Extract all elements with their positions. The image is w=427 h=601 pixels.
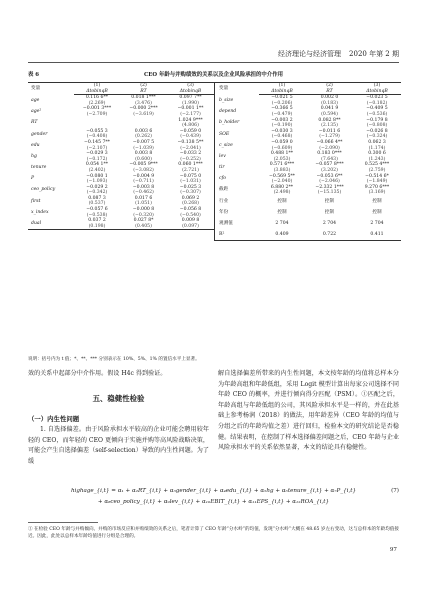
- t-value: (−0.439): [180, 134, 201, 140]
- t-value: (1.174): [368, 145, 386, 151]
- table-cell: [354, 118, 401, 129]
- table-cell: [259, 162, 306, 173]
- coefficient: −0.057 8***: [315, 162, 344, 168]
- table-cell: [259, 129, 306, 140]
- coefficient: 0.018 1***: [131, 95, 156, 101]
- body-text-left: [28, 425, 209, 467]
- t-value: (−1.279): [319, 134, 340, 140]
- table-cell: [354, 229, 401, 241]
- table-cell: [354, 162, 401, 173]
- coefficient: 控制: [277, 209, 287, 215]
- table-row: [215, 95, 401, 107]
- table-cell: [306, 229, 354, 241]
- journal-name: 经济理论与经济管理: [278, 50, 342, 58]
- table-row: [28, 218, 214, 230]
- t-value: (−15.135): [317, 190, 342, 196]
- table-cell: [259, 118, 306, 129]
- t-value: (−2.709): [86, 111, 108, 117]
- regression-table-left: [28, 82, 214, 230]
- coefficient: 0.571 6***: [269, 162, 295, 168]
- coefficient: −0.569 5**: [269, 173, 295, 179]
- row-variable: 观测值: [215, 218, 259, 229]
- t-value: (4.806): [182, 123, 199, 129]
- t-value: (0.183): [321, 100, 338, 106]
- row-variable: lev: [215, 151, 259, 162]
- t-value: (2.402): [88, 167, 106, 173]
- subsection-title: （一）内生性问题: [28, 415, 80, 423]
- footnote: ① 在检验 CEO 年龄与并购倾向、并购的市场反应和并购绩效的关系之后，笔者计算了 CEO 年龄“分水岭”的均值，发现“分水岭”大概在 48.65 岁左右变动，这与总样本的年龄均值接近。因此，此处以总样本年龄均值进行分组是合理的。: [28, 527, 400, 539]
- t-value: (3.202): [321, 167, 338, 173]
- body-text-right: [218, 369, 399, 454]
- row-variable: b_holder: [215, 118, 259, 129]
- coefficient: 0.411: [370, 231, 384, 237]
- t-value: (−2.046): [319, 179, 340, 185]
- t-value: (−0.479): [271, 111, 293, 117]
- table-cell: [259, 151, 306, 162]
- table-cell: [259, 207, 306, 218]
- table-cell: [306, 106, 354, 117]
- col-label: ΔtobinqB: [74, 89, 120, 95]
- coefficient: −0.001 1**: [177, 106, 204, 112]
- t-value: (0.268): [182, 201, 199, 207]
- table-cell: [74, 174, 120, 185]
- coefficient: 1.024 9***: [178, 117, 203, 123]
- col-number: (2): [306, 83, 354, 89]
- t-value: (2.053): [273, 156, 291, 162]
- t-value: (−0.538): [86, 212, 108, 218]
- table-cell: [167, 196, 214, 207]
- coefficient: 0.041 9: [320, 106, 339, 112]
- table-row: [28, 140, 214, 151]
- col-label: RT: [306, 89, 354, 95]
- table-cell: [354, 185, 401, 196]
- table-cell: [306, 151, 354, 162]
- table-cell: [354, 218, 401, 229]
- coefficient: −0.007 5: [132, 139, 155, 145]
- table-cell: [167, 129, 214, 140]
- table-row: [28, 151, 214, 162]
- coefficient: 0.060 1***: [178, 162, 203, 168]
- table-cell: [306, 129, 354, 140]
- row-variable: 截距: [215, 185, 259, 196]
- t-value: (−0.462): [133, 190, 154, 196]
- coefficient: −0.000 8: [132, 207, 155, 213]
- table-cell: [74, 106, 120, 117]
- coefficient: 0.097 7**: [179, 95, 202, 101]
- t-value: (1.051): [135, 201, 152, 207]
- t-value: (−1.849): [366, 179, 388, 185]
- table-cell: [120, 140, 167, 151]
- table-row: [28, 118, 214, 129]
- t-value: (3.883): [273, 167, 291, 173]
- coefficient: −0.066 4**: [316, 139, 343, 145]
- equation-number: (7): [391, 488, 399, 494]
- coefficient: 0.082 8**: [318, 117, 341, 123]
- table-cell: [306, 196, 354, 207]
- table-cell: [74, 196, 120, 207]
- table-cell: [167, 185, 214, 196]
- table-row: [28, 174, 214, 185]
- table-cell: [354, 174, 401, 185]
- t-value: (−0.609): [271, 145, 293, 151]
- row-variable: ceo_policy: [31, 187, 56, 193]
- coefficient: 0.722: [322, 231, 337, 237]
- t-value: (−0.307): [180, 190, 201, 196]
- coefficient: 0.300 6: [368, 151, 386, 157]
- coefficient: 0.003 6: [134, 128, 153, 134]
- coefficient: 0.009 8: [181, 218, 200, 224]
- table-cell: [259, 229, 306, 241]
- coefficient: −0.366 5: [271, 106, 293, 112]
- table-cell: [354, 196, 401, 207]
- table-cell: [259, 185, 306, 196]
- t-value: (−0.808): [366, 123, 388, 129]
- row-variable: first: [31, 198, 41, 204]
- coefficient: −0.000 2***: [129, 106, 158, 112]
- coefficient: 控制: [277, 198, 287, 204]
- coefficient: 0.062 3: [368, 139, 386, 145]
- row-variable: age²: [31, 109, 42, 115]
- coefficient: −0.025 3: [179, 184, 202, 190]
- table-note: 说明：括号内为 t 值；*、**、*** 分别表示在 10%、5%、1% 的置信水平上显著。: [28, 357, 200, 362]
- t-value: (1.243): [368, 156, 386, 162]
- coefficient: 控制: [372, 198, 382, 204]
- table-number: 表 6: [28, 72, 40, 78]
- t-value: (0.594): [321, 111, 338, 117]
- table-row: [215, 229, 401, 241]
- coefficient: −0.059 0: [179, 128, 202, 134]
- t-value: (−2.177): [180, 111, 201, 117]
- coefficient: 0.003 8: [134, 151, 153, 157]
- row-variable: 年份: [215, 207, 259, 218]
- issue-label: 2020 年第 2 期: [349, 50, 399, 58]
- t-value: (−0.252): [180, 156, 201, 162]
- table-cell: [120, 174, 167, 185]
- coefficient: 0.002 0: [320, 95, 339, 101]
- coefficient: −0.030 3: [271, 128, 293, 134]
- coefficient: −0.003 8: [132, 184, 155, 190]
- table-cell: [259, 174, 306, 185]
- table-cell: [259, 218, 306, 229]
- table-row: [215, 106, 401, 117]
- table-cell: [167, 95, 214, 107]
- footnote-divider: [28, 522, 98, 523]
- table-var-header: 变量: [215, 83, 259, 95]
- table-cell: [167, 106, 214, 117]
- coefficient: 9.270 6***: [364, 184, 390, 190]
- coefficient: −0.003 2: [271, 117, 293, 123]
- coefficient: −0.056 8: [179, 207, 202, 213]
- regression-table-right: [214, 82, 401, 241]
- t-value: (−0.408): [86, 134, 108, 140]
- table-row: [215, 129, 401, 140]
- coefficient: −0.021 5: [271, 95, 293, 101]
- coefficient: −0.409 5: [366, 106, 388, 112]
- table-row: [215, 207, 401, 218]
- table-cell: [74, 151, 120, 162]
- coefficient: 0.017 6: [134, 195, 153, 201]
- coefficient: 0.027 8*: [133, 218, 154, 224]
- coefficient: 0.116 6**: [85, 95, 109, 101]
- t-value: (2.269): [88, 100, 106, 106]
- table-row: [215, 118, 401, 129]
- table-cell: [167, 174, 214, 185]
- coefficient: 0.054 1**: [85, 162, 109, 168]
- table-row: [28, 129, 214, 140]
- row-variable: age: [31, 97, 40, 103]
- table-cell: [354, 140, 401, 151]
- col-number: (3): [354, 83, 401, 89]
- page-number: 97: [389, 547, 397, 553]
- table-cell: [120, 106, 167, 117]
- coefficient: −2.332 1***: [315, 184, 344, 190]
- table-cell: [120, 185, 167, 196]
- t-value: (−3.082): [133, 167, 154, 173]
- coefficient: 0.037 2: [88, 218, 106, 224]
- row-variable: c_size: [215, 140, 259, 151]
- coefficient: −0.059 0: [271, 139, 293, 145]
- table-row: [215, 196, 401, 207]
- t-value: (−0.320): [133, 212, 154, 218]
- table-cell: [306, 218, 354, 229]
- row-variable: cfo: [215, 174, 259, 185]
- table-cell: [259, 140, 306, 151]
- table-cell: [74, 140, 120, 151]
- table-row: [215, 174, 401, 185]
- row-variable: gender: [31, 131, 48, 137]
- table-cell: [74, 207, 120, 218]
- coefficient: −0.080 1: [86, 173, 108, 179]
- row-variable: R²: [215, 229, 259, 241]
- row-variable: edu: [31, 142, 40, 148]
- table-title: CEO 年龄与并购绩效的关系以及企业风险承担的中介作用: [144, 72, 283, 78]
- row-variable: tenure: [31, 165, 47, 171]
- table-cell: [306, 185, 354, 196]
- table-body-right: [215, 95, 401, 241]
- t-value: (0.600): [135, 156, 152, 162]
- table-cell: [120, 218, 167, 230]
- table-cell: [306, 140, 354, 151]
- table-cell: [167, 162, 214, 173]
- coefficient: 0.183 0***: [317, 151, 342, 157]
- coefficient: 0.525 4***: [364, 162, 390, 168]
- row-variable: 行业: [215, 196, 259, 207]
- paragraph: 1. 自选择偏差。由于风险承担水平较高的企业可能会聘用较年轻的 CEO，而年轻的 CEO 更倾向于实施并购等高风险战略决策，可能会产生自选择偏差（self-selection）导致的内生性问题。为了缓: [28, 426, 209, 465]
- table-cell: [120, 196, 167, 207]
- coefficient: 0.409: [275, 231, 289, 237]
- t-value: (−0.190): [271, 123, 293, 129]
- table-cell: [306, 118, 354, 129]
- table-row: [28, 95, 214, 107]
- t-value: (−2.041): [180, 145, 201, 151]
- t-value: (0.405): [135, 223, 152, 229]
- table-cell: [120, 151, 167, 162]
- coefficient: 6.880 2**: [270, 184, 294, 190]
- table-cell: [120, 95, 167, 107]
- row-variable: b_size: [215, 95, 259, 107]
- table-cell: [306, 162, 354, 173]
- t-value: (−0.540): [180, 212, 201, 218]
- coefficient: 2 704: [275, 220, 289, 226]
- equation-line: highage_{i,t} = α₁ + α₂RT_{i,t} + α₃gender_{i,t} + α₄edu_{i,t} + α₅hg + α₆tenure_{i,t} + α₇P_{i,t}: [70, 488, 357, 494]
- coefficient: −0.029 2: [86, 184, 108, 190]
- coefficient: −0.011 6: [318, 128, 341, 134]
- coefficient: 2 704: [322, 220, 337, 226]
- col-number: (1): [74, 83, 120, 89]
- t-value: (−0.711): [133, 179, 154, 185]
- table-cell: [120, 129, 167, 140]
- t-value: (−0.324): [366, 134, 388, 140]
- table-row: [28, 196, 214, 207]
- coefficient: 0.488 1**: [270, 151, 294, 157]
- table-row: [215, 162, 401, 173]
- t-value: (−1.039): [133, 145, 154, 151]
- t-value: (−0.536): [366, 111, 388, 117]
- t-value: (−2.040): [271, 179, 293, 185]
- table-var-header: 变量: [28, 83, 74, 95]
- table-row: [28, 185, 214, 196]
- coefficient: −0.026 8: [366, 128, 388, 134]
- table-row: [215, 151, 401, 162]
- table-cell: [120, 207, 167, 218]
- coefficient: −0.001 3***: [82, 106, 112, 112]
- equation-block: [28, 486, 399, 508]
- table-row: [215, 140, 401, 151]
- table-cell: [306, 207, 354, 218]
- t-value: (−2.107): [86, 145, 108, 151]
- coefficient: −0.179 8: [366, 117, 388, 123]
- table-cell: [259, 106, 306, 117]
- table-cell: [167, 207, 214, 218]
- coefficient: −0.075 0: [179, 173, 202, 179]
- coefficient: −0.033 2: [179, 151, 202, 157]
- t-value: (−3.619): [133, 111, 154, 117]
- t-value: (−0.172): [86, 156, 108, 162]
- table-row: [28, 106, 214, 117]
- coefficient: −0.053 6**: [316, 173, 343, 179]
- coefficient: −0.023 5: [366, 95, 388, 101]
- col-label: ΔtobinqB: [354, 89, 401, 95]
- table-cell: [74, 218, 120, 230]
- t-value: (7.643): [321, 156, 338, 162]
- col-label: ΔtobinqB: [167, 89, 214, 95]
- table-caption: [28, 70, 399, 80]
- t-value: (3.476): [135, 100, 152, 106]
- table-cell: [74, 129, 120, 140]
- col-number: (3): [167, 83, 214, 89]
- row-variable: x_index: [31, 209, 49, 215]
- section-title: 五、稳健性检验: [92, 394, 145, 403]
- t-value: (−2.090): [319, 145, 340, 151]
- table-cell: [167, 118, 214, 129]
- t-value: (3.169): [368, 190, 386, 196]
- table-cell: [259, 196, 306, 207]
- running-header: [28, 48, 399, 63]
- table-cell: [74, 185, 120, 196]
- t-value: (2.721): [182, 167, 199, 173]
- table-cell: [74, 162, 120, 173]
- table-cell: [120, 118, 167, 129]
- coefficient: 控制: [324, 209, 335, 215]
- table-cell: [259, 95, 306, 107]
- t-value: (2.759): [368, 167, 386, 173]
- t-value: (−0.206): [271, 100, 293, 106]
- t-value: (−1.031): [180, 179, 201, 185]
- col-label: ΔtobinqB: [259, 89, 306, 95]
- table-cell: [306, 95, 354, 107]
- table-cell: [354, 129, 401, 140]
- coefficient: −0.055 3: [86, 128, 108, 134]
- table-row: [215, 185, 401, 196]
- coefficient: −0.057 6: [86, 207, 108, 213]
- table-cell: [354, 151, 401, 162]
- col-label: RT: [120, 89, 167, 95]
- table-row: [28, 207, 214, 218]
- coefficient: −0.005 9***: [129, 162, 158, 168]
- row-variable: RT: [31, 120, 38, 126]
- coefficient: 0.087 3: [88, 195, 106, 201]
- t-value: (0.537): [88, 201, 106, 207]
- row-variable: hg: [31, 153, 37, 159]
- t-value: (−0.468): [271, 134, 293, 140]
- t-value: (−0.342): [86, 190, 108, 196]
- table-cell: [354, 95, 401, 107]
- table-cell: [74, 118, 120, 129]
- coefficient: −0.145 7**: [84, 139, 110, 145]
- coefficient: 2 704: [370, 220, 384, 226]
- table-cell: [306, 174, 354, 185]
- row-variable: tir: [215, 162, 259, 173]
- t-value: (0.097): [182, 223, 199, 229]
- coefficient: −0.514 6*: [365, 173, 389, 179]
- table-body-left: [28, 95, 214, 230]
- row-variable: dual: [28, 218, 74, 230]
- t-value: (−0.182): [366, 100, 388, 106]
- row-variable: depend: [215, 106, 259, 117]
- coefficient: 控制: [324, 198, 335, 204]
- row-variable: P: [31, 176, 35, 182]
- table-cell: [354, 106, 401, 117]
- t-value: (0.262): [135, 134, 152, 140]
- table-cell: [120, 162, 167, 173]
- coefficient: −0.138 5**: [177, 139, 204, 145]
- table-cell: [167, 140, 214, 151]
- body-text-left-top: 效的关系中起部分中介作用。假设 H4c 得到验证。: [28, 370, 167, 377]
- paragraph: 解自选择偏差所带来的内生性问题，本文按年龄的均值将总样本分为年龄高组和年龄低组，采用 Logit 模型计算出每家公司选择不同年龄 CEO 的概率，并进行倾向得分匹配（PSM）。①匹配之后，年龄高组与年龄低组的公司，其风险承担水平是一样的，并在此基础上参考杨润（2018）的做法，用年龄差异（CEO 年龄的均值与分组之后的年龄均值之差）进行回归，检验本文的研究结论是否稳健。结果表明，在控制了样本选择偏差问题之后，CEO 年龄与企业风险承担水平的关系依然显著，本文的结论具有稳健性。: [218, 370, 399, 452]
- t-value: (−1.093): [86, 179, 108, 185]
- coefficient: 控制: [372, 209, 382, 215]
- t-value: (2.135): [321, 123, 338, 129]
- t-value: (1.990): [182, 100, 199, 106]
- table-cell: [74, 95, 120, 107]
- table-row: [215, 218, 401, 229]
- row-variable: SOE: [215, 129, 259, 140]
- equation-line: + α₈ceo_policy_{i,t} + α₉lev_{i,t} + α₁₀EBIT_{i,t} + α₁₁EPS_{i,t} + α₁₂ROA_{i,t}: [97, 499, 330, 505]
- table-cell: [167, 151, 214, 162]
- col-number: (2): [120, 83, 167, 89]
- coefficient: −0.004 9: [132, 173, 155, 179]
- coefficient: −0.029 3: [86, 151, 108, 157]
- t-value: (2.498): [273, 190, 291, 196]
- coefficient: 0.069 2: [181, 195, 200, 201]
- table-cell: [167, 218, 214, 230]
- table-cell: [354, 207, 401, 218]
- t-value: (0.198): [88, 223, 106, 229]
- col-number: (1): [259, 83, 306, 89]
- table-row: [28, 162, 214, 173]
